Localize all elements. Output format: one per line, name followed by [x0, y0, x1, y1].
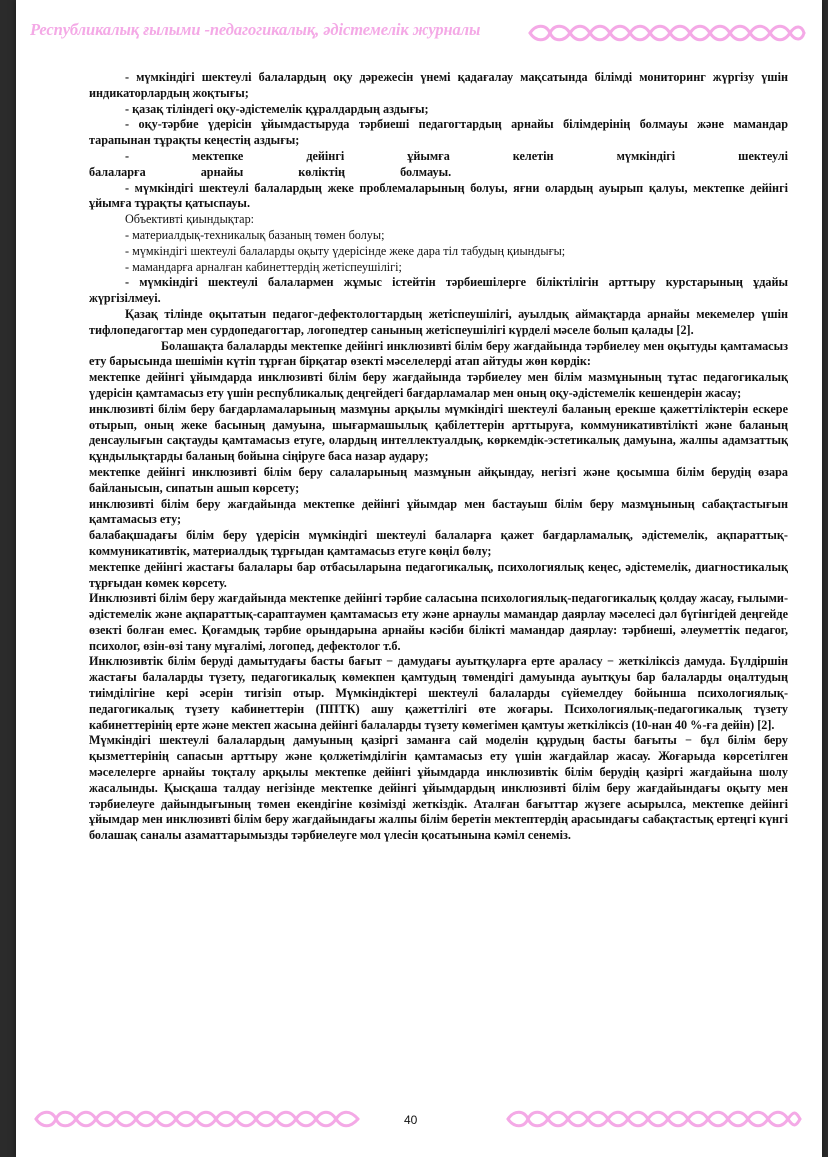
paragraph: инклюзивті білім беру бағдарламаларының мазмұны арқылы мүмкіндігі шектеулі баланың ерекше қажеттіліктерін ескере отырып, оның жеке басының дамуына, шығармашылық қабілеттерін арттыруға, коммуникативтілікті және баланың денсаулығын сақтауды қамтамасыз етуге, олардың интеллектуалдық, көркемдік-эстетикалық дамуына, жалпы адамзаттық құндылықтарды баланың бойына сіңіруге баса назар аудару;	[89, 401, 788, 464]
pink-swirl-ornament-icon	[526, 22, 808, 44]
paragraph: - оқу-тәрбие үдерісін ұйымдастыруда тәрбиеші педагогтардың арнайы білімдерінің болмауы және мамандар тарапынан тұрақты кеңестің аздығы;	[89, 117, 788, 148]
paragraph: мектепке дейінгі жастағы балалары бар отбасыларына педагогикалық, психологиялық кеңес, әдістемелік, диагностикалық тұрғыдан көмек көрсету.	[89, 559, 788, 590]
paragraph: мектепке дейінгі инклюзивті білім беру салаларының мазмұнын айқындау, негізгі және қосымша білім берудің өзара байланысын, сипатын ашып көрсету;	[89, 464, 788, 495]
article-body	[89, 70, 788, 844]
document-page	[16, 0, 822, 1157]
paragraph: - мүмкіндігі шектеулі балаларды оқыту үдерісінде жеке дара тіл табудың қиындығы;	[125, 243, 566, 258]
paragraph: инклюзивті білім беру жағдайында мектепке дейінгі ұйымдар мен бастауыш білім беру мазмұнының сабақтастығын қамтамасыз ету;	[89, 496, 788, 527]
paragraph: Мүмкіндігі шектеулі балалардың дамуының қазіргі заманға сай моделін құрудың басты бағыты − бұл білім беру қызметтерінің сапасын арттыру және қолжетімділігін қамтамасыз ету үшін жағдайлар жасау. Жоғарыда көрсетілген мәселелерге арнайы тоқталу арқылы мектепке дейінгі ұйымдарда инклюзивтік білім берудің қазіргі жағдайына шолу жасалынды. Қысқаша талдау негізінде мектепке дейінгі ұйымдардың инклюзивті білім беру жағдайындағы оқыту мен тәрбиелеуге дайындығының төмен екендігіне көзімізді жеткіздік. Аталған бағыттар жүзеге асырылса, мектепке дейінгі ұйымдар мен инклюзивті білім беру жағдайындағы жалпы білім беретін мектептердің арасындағы сабақтастық ертеңгі күнгі болашақ саналы азаматтарымызды тәрбиелеуге мол үлесін қосатынына кәміл сенеміз.	[89, 733, 788, 843]
paragraph: Инклюзивтік білім беруді дамытудағы басты бағыт − дамудағы ауытқуларға ерте араласу − жеткіліксіз дамуда. Бүлдіршін жастағы балаларды түзету, педагогикалық көмекпен қамтудың төмендігі дамуында ауытқуы бар балаларды оңалтудың тиімділігіне кері әсерін тигізіп отыр. Мүмкіндіктері шектеулі балаларды сүйемелдеу бойынша психологиялық-педагогикалық түзету кабинеттерін (ППТК) ашу қажеттілігі өте жоғары. Психологиялық-педагогикалық түзету кабинеттерінің ерте және мектеп жасына дейінгі балаларды түзету көмегімен қамтуы жеткіліксіз (10-нан 40 %-ға дейін) [2].	[89, 654, 788, 732]
journal-title: Республикалық ғылыми -педагогикалық, әдістемелік журналы	[30, 20, 481, 39]
journal-header	[26, 18, 816, 48]
paragraph: Инклюзивті білім беру жағдайында мектепке дейінгі тәрбие саласына психологиялық-педагогикалық қолдау жасау, ғылыми-әдістемелік және ақпараттық-сараптаумен қамтамасыз ету және арнаулы мамандар даярлау мәселесі дәл бүгінгідей деңгейде өзекті болған емес. Қоғамдық тәрбие орындарына арнайы кәсіби білікті мамандар даярлау: тәрбиеші, әлеуметтік педагог, психолог, өзін-өзі тану мұғалімі, логопед, дефектолог т.б.	[89, 591, 788, 653]
paragraph: Болашақта балаларды мектепке дейінгі инклюзивті білім беру жағдайында тәрбиелеу мен оқытуды қамтамасыз ету барысында шешімін күтіп тұрған бірқатар өзекті мәселелерді атап айтуды жөн көрдік:	[89, 338, 788, 369]
pink-swirl-ornament-icon	[32, 1108, 362, 1130]
paragraph: Объективті қиындықтар:	[125, 212, 255, 227]
paragraph: - мамандарға арналған кабинеттердің жетіспеушілігі;	[125, 259, 402, 274]
paragraph: мектепке дейінгі ұйымдарда инклюзивті білім беру жағдайында тәрбиелеу мен білім мазмұнының тұтас педагогикалық үдерісін қамтамасыз ету үшін республикалық деңгейдегі бағдарламалар мен оның оқу-әдістемелік кешендерін жасау;	[89, 370, 788, 400]
paragraph: - мүмкіндігі шектеулі балалардың жеке проблемаларының болуы, яғни олардың ауырып қалуы, мектепке дейінгі ұйымға тұрақты қатыспауы.	[89, 180, 788, 211]
paragraph: Қазақ тілінде оқытатын педагог-дефектологтардың жетіспеушілігі, ауылдық аймақтарда арнайы мекемелер үшін тифлопедагогтар мен сурдопедагогтар, логопедтер санының жетіспеушілігі күрделі мәселе болып қалады [2].	[89, 306, 788, 337]
paragraph: - мүмкіндігі шектеулі балалармен жұмыс істейтін тәрбиешілерге біліктілігін арттыру курстарының ұдайы жүргізілмеуі.	[89, 275, 788, 306]
pink-swirl-ornament-icon	[504, 1108, 804, 1130]
paragraph: - мүмкіндігі шектеулі балалардың оқу дәрежесін үнемі қадағалау мақсатында білімді мониторинг жүргізу үшін индикаторлардың жоқтығы;	[89, 70, 788, 100]
paragraph: - материалдық-техникалық базаның төмен болуы;	[125, 227, 385, 242]
page-number: 40	[404, 1113, 418, 1127]
paragraph: балабақшадағы білім беру үдерісін мүмкіндігі шектеулі балаларға қажет бағдарламалық, әдістемелік, ақпараттық-коммуникативтік, материалдық тұрғыдан қамтамасыз етуге көңіл бөлу;	[89, 528, 788, 558]
paragraph: - мектепке дейінгі ұйымға келетін мүмкіндігі шектеулі балаларға арнайы көліктің болмауы.	[89, 148, 788, 179]
paragraph: - қазақ тіліндегі оқу-әдістемелік құралдардың аздығы;	[125, 101, 429, 116]
